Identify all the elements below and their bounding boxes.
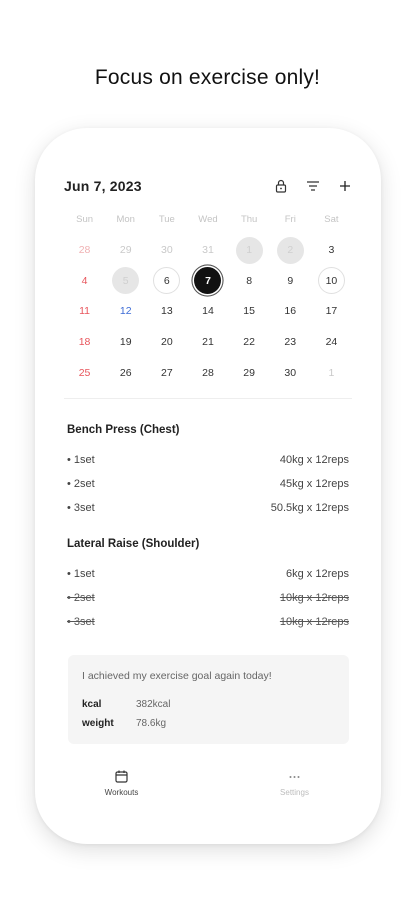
weekday-label: Fri [284,214,296,225]
calendar-day-number: 17 [325,305,338,318]
calendar-day-number: 9 [287,274,294,287]
set-label: • 2set [67,478,95,490]
calendar-day[interactable] [187,266,228,297]
kcal-value: 382kcal [136,699,171,710]
calendar-day[interactable] [64,357,105,388]
filter-icon[interactable] [302,176,324,196]
calendar-day[interactable] [105,327,146,358]
exercise-bench-press [67,424,349,520]
weekday-label: Mon [116,214,135,225]
tab-settings[interactable] [208,768,381,808]
weekday-header [64,214,352,225]
calendar-day[interactable] [187,296,228,327]
calendar-day[interactable] [146,357,187,388]
set-label: • 2set [67,592,95,604]
calendar-day[interactable] [64,235,105,266]
calendar-day-number: 1 [236,237,263,264]
calendar-day-number: 4 [81,274,88,287]
calendar-day-number: 10 [318,267,345,294]
set-value: 6kg x 12reps [286,568,349,580]
calendar-day[interactable] [229,357,270,388]
calendar-day[interactable] [229,266,270,297]
headline: Focus on exercise only! [94,66,321,89]
calendar-grid [64,235,352,388]
calendar-day-number: 16 [284,305,297,318]
calendar-day[interactable] [146,296,187,327]
calendar-day-number: 23 [284,336,297,349]
calendar-day-number: 14 [202,305,214,318]
calendar-day-number: 6 [153,267,180,294]
set-value: 10kg x 12reps [279,616,349,628]
calendar-day[interactable] [105,266,146,297]
calendar-day-number: 8 [246,274,253,287]
set-label: • 1set [67,454,95,466]
calendar-day[interactable] [105,357,146,388]
calendar-day-number: 24 [325,336,338,349]
calendar-day-number: 30 [161,244,173,257]
set-row[interactable] [67,496,349,520]
calendar-day[interactable] [229,235,270,266]
calendar-day[interactable] [270,235,311,266]
calendar-day-number: 12 [119,305,132,318]
set-label: • 1set [67,568,95,580]
calendar-day-number: 27 [161,366,173,379]
weekday-label: Sat [324,214,339,225]
set-value: 45kg x 12reps [279,478,349,490]
calendar-day[interactable] [187,327,228,358]
set-value: 40kg x 12reps [279,454,349,466]
kcal-row [82,695,335,714]
weight-value: 78.6kg [136,718,167,729]
daily-note-card[interactable] [68,655,349,744]
weekday-label: Tue [158,214,175,225]
weight-row [82,714,335,733]
lock-icon[interactable] [270,176,292,196]
tab-workouts[interactable] [35,768,208,808]
calendar-day-number: 31 [202,244,214,257]
set-label: • 3set [67,616,95,628]
calendar-day[interactable] [146,327,187,358]
set-row[interactable] [67,562,349,586]
exercise-lateral-raise [67,538,349,634]
calendar-day[interactable] [270,357,311,388]
tab-label: Workouts [104,788,139,797]
more-icon [288,768,301,784]
calendar-day[interactable] [270,296,311,327]
exercise-title[interactable]: Bench Press (Chest) [67,424,180,436]
calendar-day[interactable] [64,327,105,358]
calendar-day[interactable] [311,327,352,358]
calendar-day-number: 13 [161,305,173,318]
calendar-day-number: 1 [328,366,335,379]
calendar-day[interactable] [311,266,352,297]
calendar-day-number: 29 [119,244,132,257]
bottom-tab-bar [35,768,381,808]
calendar-day[interactable] [229,296,270,327]
calendar-day-number: 11 [79,305,91,318]
calendar-day[interactable] [311,235,352,266]
note-text: I achieved my exercise goal again today! [82,670,272,682]
calendar-day[interactable] [146,266,187,297]
tab-label: Settings [280,788,309,797]
calendar-day[interactable] [146,235,187,266]
calendar-day[interactable] [311,357,352,388]
calendar-day-number: 22 [243,336,255,349]
calendar-day-number: 26 [119,366,132,379]
weekday-label: Sun [76,214,94,225]
calendar-day-number: 19 [119,336,132,349]
selected-date-title[interactable]: Jun 7, 2023 [64,178,142,194]
phone-frame [35,128,381,844]
calendar-day-number: 25 [78,366,91,379]
calendar-day[interactable] [270,327,311,358]
calendar-day-number: 21 [202,336,214,349]
calendar-day-number: 7 [194,267,221,294]
calendar-day[interactable] [311,296,352,327]
set-row-completed[interactable] [67,610,349,634]
weight-label: weight [82,718,114,729]
calendar-day[interactable] [229,327,270,358]
plus-icon[interactable] [334,176,356,196]
kcal-label: kcal [82,699,102,710]
weekday-label: Thu [240,214,258,225]
calendar-day[interactable] [187,357,228,388]
set-label: • 3set [67,502,95,514]
set-value: 10kg x 12reps [279,592,349,604]
calendar-day-number: 5 [112,267,139,294]
divider [64,398,352,399]
calendar-day-number: 29 [243,366,255,379]
calendar-day-number: 28 [78,244,91,257]
top-bar [64,176,356,196]
calendar-day[interactable] [270,266,311,297]
set-row[interactable] [67,472,349,496]
calendar-day-number: 3 [328,244,335,257]
exercise-title[interactable]: Lateral Raise (Shoulder) [67,538,200,550]
weekday-label: Wed [198,214,218,225]
set-row[interactable] [67,448,349,472]
calendar-day-number: 30 [284,366,297,379]
calendar-icon [115,768,128,784]
calendar-day-number: 28 [202,366,214,379]
calendar-day[interactable] [64,296,105,327]
set-value: 50.5kg x 12reps [270,502,349,514]
set-row-completed[interactable] [67,586,349,610]
calendar-day-number: 15 [243,305,255,318]
calendar-day-number: 2 [277,237,304,264]
calendar-day[interactable] [105,296,146,327]
calendar-day-number: 20 [161,336,173,349]
calendar-day[interactable] [187,235,228,266]
calendar-day-number: 18 [78,336,91,349]
calendar-day[interactable] [105,235,146,266]
calendar-day[interactable] [64,266,105,297]
